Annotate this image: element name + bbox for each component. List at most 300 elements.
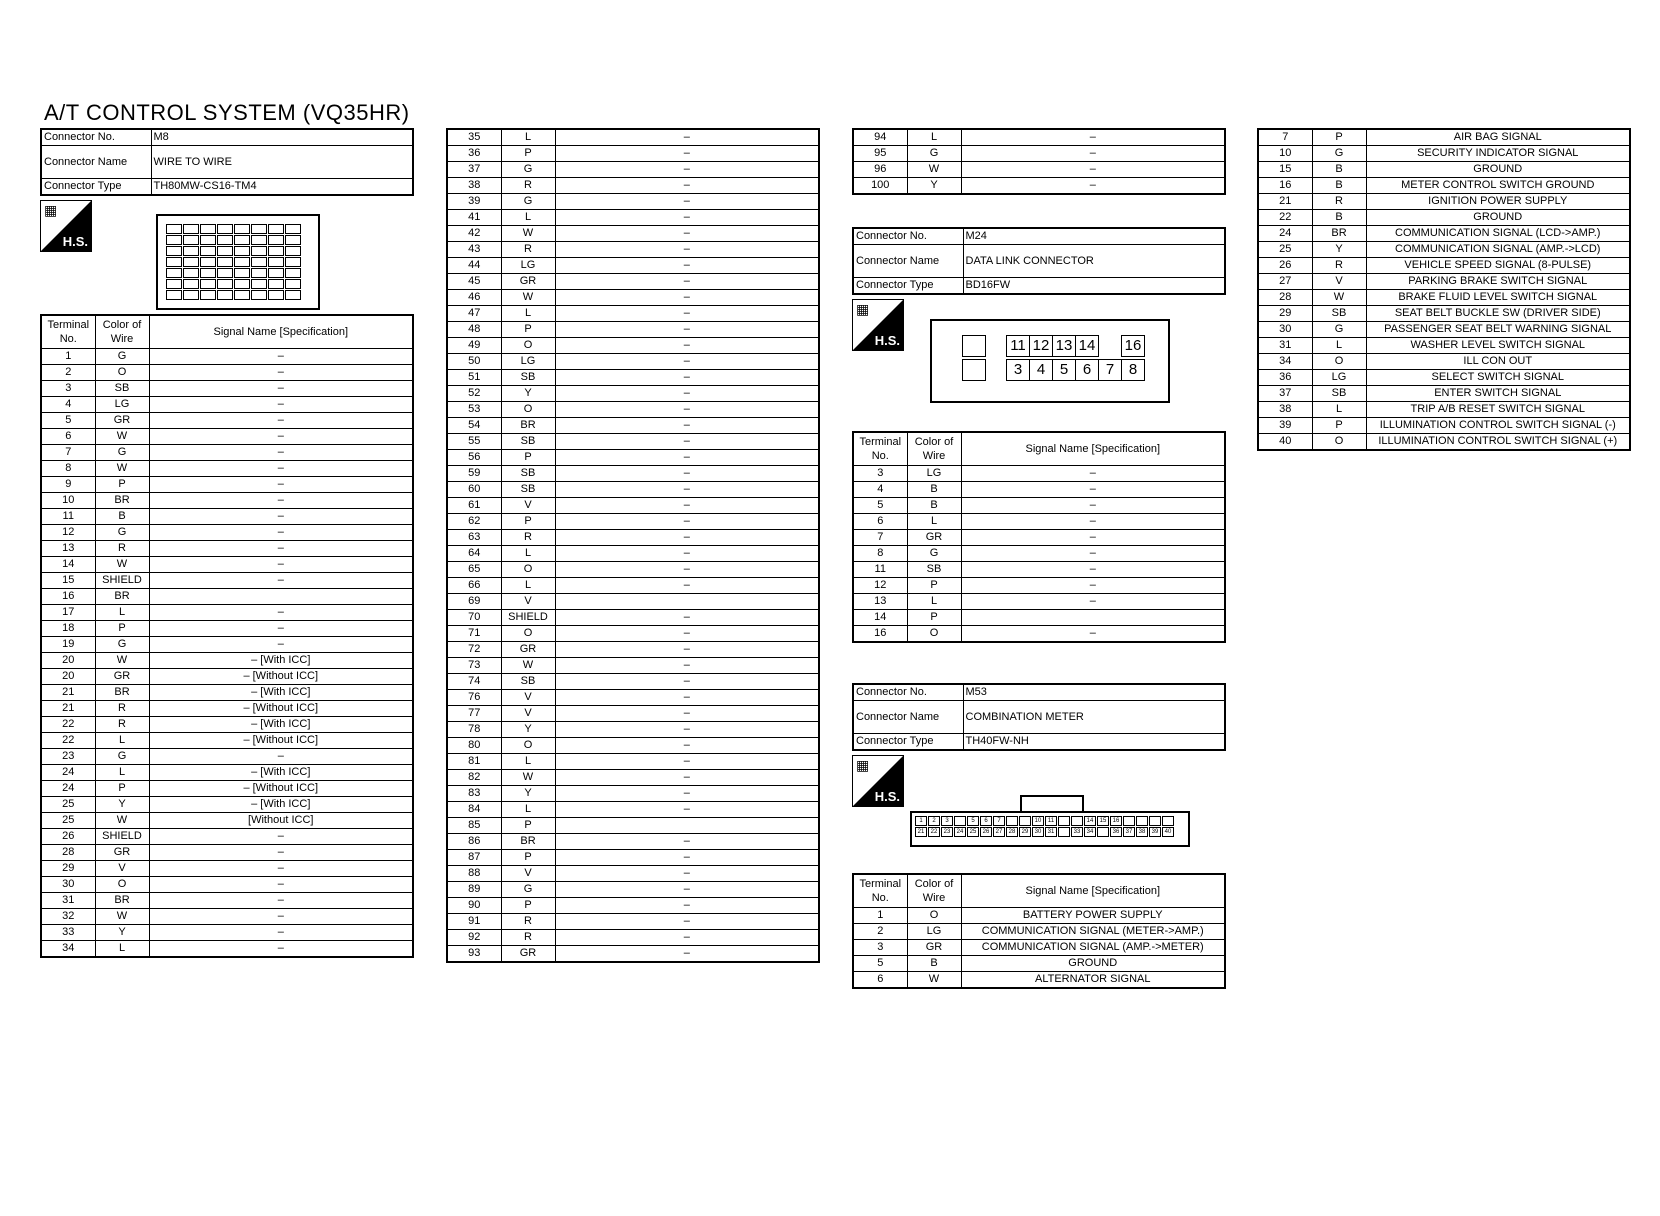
m53-pin (1071, 816, 1083, 826)
signal-name: – (149, 541, 413, 557)
m8-terminal-table (40, 314, 414, 958)
terminal-no: 34 (1258, 354, 1312, 370)
terminal-no: 48 (447, 322, 501, 338)
signal-name: – (555, 802, 819, 818)
signal-name: SEAT BELT BUCKLE SW (DRIVER SIDE) (1366, 306, 1630, 322)
terminal-no: 11 (853, 562, 907, 578)
signal-name: – (555, 930, 819, 946)
terminal-no: 13 (853, 594, 907, 610)
table-row (1258, 290, 1630, 306)
wire-color: BR (95, 685, 149, 701)
m24-pin-empty (962, 335, 986, 357)
table-row (41, 733, 413, 749)
m8-terminal-table-end (852, 128, 1226, 195)
terminal-no: 12 (41, 525, 95, 541)
signal-name: – (149, 573, 413, 589)
signal-name: – (555, 722, 819, 738)
signal-name: – (961, 498, 1225, 514)
wire-color: L (501, 306, 555, 322)
table-row (447, 914, 819, 930)
wire-color: W (501, 770, 555, 786)
table-row (447, 770, 819, 786)
signal-name: – (555, 690, 819, 706)
table-row (41, 941, 413, 958)
table-row (41, 797, 413, 813)
signal-name: – (961, 146, 1225, 162)
m53-pin: 24 (954, 827, 966, 837)
terminal-no: 28 (41, 845, 95, 861)
terminal-no: 26 (41, 829, 95, 845)
signal-name: – (555, 386, 819, 402)
table-row (41, 365, 413, 381)
terminal-no: 5 (853, 498, 907, 514)
terminal-no: 36 (447, 146, 501, 162)
table-row (41, 893, 413, 909)
terminal-no: 3 (41, 381, 95, 397)
wire-color: L (501, 802, 555, 818)
m8-connector-no: M8 (151, 129, 413, 146)
signal-name: – [Without ICC] (149, 701, 413, 717)
table-row (447, 834, 819, 850)
terminal-no: 66 (447, 578, 501, 594)
terminal-no: 64 (447, 546, 501, 562)
signal-name: – (149, 509, 413, 525)
header-color-of-wire: Color of Wire (907, 874, 961, 908)
wire-color: L (907, 594, 961, 610)
table-row (41, 765, 413, 781)
wire-color: SHIELD (95, 573, 149, 589)
terminal-no: 61 (447, 498, 501, 514)
terminal-no: 96 (853, 162, 907, 178)
table-row (1258, 162, 1630, 178)
terminal-no: 10 (1258, 146, 1312, 162)
m24-connector-info (852, 227, 1226, 295)
signal-name: – (149, 397, 413, 413)
wire-color: W (95, 557, 149, 573)
wire-color: P (501, 146, 555, 162)
table-row (447, 482, 819, 498)
signal-name: – (149, 749, 413, 765)
wire-color: L (95, 941, 149, 958)
wire-color: SB (501, 674, 555, 690)
wire-color: W (501, 226, 555, 242)
wire-color: R (501, 242, 555, 258)
terminal-no: 44 (447, 258, 501, 274)
table-row (447, 498, 819, 514)
signal-name: – (149, 845, 413, 861)
table-row (447, 946, 819, 963)
signal-name: – (555, 578, 819, 594)
signal-name: PASSENGER SEAT BELT WARNING SIGNAL (1366, 322, 1630, 338)
terminal-no: 32 (41, 909, 95, 925)
m24-connector-diagram (852, 295, 1226, 431)
table-row (41, 477, 413, 493)
table-row (41, 573, 413, 589)
terminal-no: 1 (41, 349, 95, 365)
terminal-no: 4 (41, 397, 95, 413)
terminal-no: 2 (853, 924, 907, 940)
signal-name: – (555, 418, 819, 434)
wire-color: R (501, 530, 555, 546)
m8-connector-diagram (40, 196, 414, 314)
wire-color: Y (95, 925, 149, 941)
signal-name: – (149, 557, 413, 573)
table-row (1258, 338, 1630, 354)
table-row (447, 514, 819, 530)
terminal-no: 34 (41, 941, 95, 958)
terminal-no: 39 (1258, 418, 1312, 434)
table-row (447, 850, 819, 866)
signal-name: – (961, 162, 1225, 178)
signal-name: GROUND (1366, 210, 1630, 226)
signal-name: – (555, 546, 819, 562)
signal-name: – (149, 365, 413, 381)
terminal-no: 65 (447, 562, 501, 578)
signal-name: – (555, 626, 819, 642)
signal-name: – [With ICC] (149, 797, 413, 813)
m8-connector-name: WIRE TO WIRE (151, 146, 413, 179)
m24-pin: 7 (1098, 359, 1122, 381)
table-row (447, 738, 819, 754)
m53-rows (853, 908, 1225, 989)
terminal-no: 3 (853, 466, 907, 482)
terminal-no: 38 (447, 178, 501, 194)
m53-pin: 31 (1045, 827, 1057, 837)
m24-terminal-table (852, 431, 1226, 643)
terminal-no: 86 (447, 834, 501, 850)
wire-color: P (501, 450, 555, 466)
terminal-no: 16 (853, 626, 907, 643)
terminal-no: 72 (447, 642, 501, 658)
m24-rows (853, 466, 1225, 643)
terminal-no: 4 (853, 482, 907, 498)
wire-color: O (907, 626, 961, 643)
table-row (853, 514, 1225, 530)
terminal-no: 87 (447, 850, 501, 866)
terminal-no: 81 (447, 754, 501, 770)
terminal-no: 27 (1258, 274, 1312, 290)
table-row (447, 562, 819, 578)
signal-name: – (149, 493, 413, 509)
signal-name: IGNITION POWER SUPPLY (1366, 194, 1630, 210)
header-terminal-no: Terminal No. (853, 432, 907, 466)
wire-color: G (501, 194, 555, 210)
m53-pin: 23 (941, 827, 953, 837)
terminal-no: 55 (447, 434, 501, 450)
connector-face-icon: ▦ (44, 202, 58, 218)
header-terminal-no: Terminal No. (853, 874, 907, 908)
signal-name: – (555, 354, 819, 370)
table-row (447, 146, 819, 162)
table-row (41, 509, 413, 525)
terminal-no: 54 (447, 418, 501, 434)
signal-name: – (555, 898, 819, 914)
signal-name: – [With ICC] (149, 685, 413, 701)
signal-name: – (555, 178, 819, 194)
m53-cont-rows (1258, 129, 1630, 450)
wire-color: L (1312, 338, 1366, 354)
wire-color: G (95, 349, 149, 365)
wire-color: V (501, 866, 555, 882)
m53-connector-name: COMBINATION METER (963, 701, 1225, 734)
terminal-no: 82 (447, 770, 501, 786)
wire-color: BR (95, 493, 149, 509)
terminal-no: 22 (41, 717, 95, 733)
terminal-no: 15 (41, 573, 95, 589)
label-connector-no: Connector No. (853, 228, 963, 245)
m53-pin: 6 (980, 816, 992, 826)
wire-color: P (501, 818, 555, 834)
terminal-no: 5 (41, 413, 95, 429)
table-row (41, 429, 413, 445)
wire-color: L (501, 129, 555, 146)
m53-pin: 30 (1032, 827, 1044, 837)
table-row (447, 674, 819, 690)
signal-name: – (961, 129, 1225, 146)
m24-pin: 3 (1006, 359, 1030, 381)
wire-color: V (501, 706, 555, 722)
terminal-no: 6 (41, 429, 95, 445)
column-3 (852, 128, 1226, 989)
wire-color: G (501, 882, 555, 898)
wire-color: G (1312, 322, 1366, 338)
signal-name: VEHICLE SPEED SIGNAL (8-PULSE) (1366, 258, 1630, 274)
wire-color: R (95, 541, 149, 557)
wire-color: W (501, 658, 555, 674)
wire-color: P (95, 477, 149, 493)
terminal-no: 25 (1258, 242, 1312, 258)
wire-color: W (95, 429, 149, 445)
wire-color: W (1312, 290, 1366, 306)
m8-connector-face (156, 214, 320, 310)
table-row (41, 829, 413, 845)
terminal-no: 7 (41, 445, 95, 461)
table-row (853, 626, 1225, 643)
wire-color: V (501, 498, 555, 514)
signal-name: – (555, 274, 819, 290)
wire-color: O (907, 908, 961, 924)
m53-pin: 7 (993, 816, 1005, 826)
terminal-no: 80 (447, 738, 501, 754)
terminal-no: 60 (447, 482, 501, 498)
m53-pin (1123, 816, 1135, 826)
table-row (447, 546, 819, 562)
wire-color: GR (501, 946, 555, 963)
table-row (447, 530, 819, 546)
wire-color: G (95, 445, 149, 461)
terminal-no: 41 (447, 210, 501, 226)
page-title: A/T CONTROL SYSTEM (VQ35HR) (44, 100, 410, 125)
terminal-no: 88 (447, 866, 501, 882)
wire-color: B (1312, 178, 1366, 194)
header-signal-name: Signal Name [Specification] (149, 315, 413, 349)
signal-name: COMMUNICATION SIGNAL (METER->AMP.) (961, 924, 1225, 940)
signal-name: – (555, 514, 819, 530)
signal-name: – (555, 242, 819, 258)
m53-pin: 21 (915, 827, 927, 837)
wire-color: GR (501, 642, 555, 658)
table-row (447, 642, 819, 658)
signal-name: – [With ICC] (149, 765, 413, 781)
signal-name: COMMUNICATION SIGNAL (LCD->AMP.) (1366, 226, 1630, 242)
terminal-no: 7 (1258, 129, 1312, 146)
wire-color: G (907, 546, 961, 562)
signal-name: – (555, 658, 819, 674)
signal-name: – (555, 946, 819, 963)
terminal-no: 1 (853, 908, 907, 924)
wire-color: P (501, 322, 555, 338)
wire-color: LG (501, 258, 555, 274)
wire-color: R (95, 701, 149, 717)
wire-color: GR (95, 669, 149, 685)
m53-pin: 36 (1110, 827, 1122, 837)
m53-pin (1019, 816, 1031, 826)
signal-name: – [With ICC] (149, 717, 413, 733)
m53-pin: 16 (1110, 816, 1122, 826)
table-row (41, 397, 413, 413)
table-row (1258, 306, 1630, 322)
table-row (1258, 226, 1630, 242)
wire-color: SHIELD (95, 829, 149, 845)
table-row (41, 877, 413, 893)
wire-color: P (501, 514, 555, 530)
table-row (447, 210, 819, 226)
table-row (447, 626, 819, 642)
connector-face-icon: ▦ (856, 757, 870, 773)
terminal-no: 17 (41, 605, 95, 621)
wire-color: SB (501, 466, 555, 482)
terminal-no: 85 (447, 818, 501, 834)
table-row (41, 525, 413, 541)
terminal-no: 70 (447, 610, 501, 626)
m53-pin (1058, 827, 1070, 837)
m53-connector-type: TH40FW-NH (963, 734, 1225, 751)
table-row (447, 322, 819, 338)
signal-name: – (149, 909, 413, 925)
wire-color: G (501, 162, 555, 178)
signal-name: – (149, 877, 413, 893)
wire-color: P (501, 898, 555, 914)
table-row (41, 381, 413, 397)
table-row (1258, 370, 1630, 386)
m53-pin: 40 (1162, 827, 1174, 837)
terminal-no: 29 (1258, 306, 1312, 322)
terminal-no: 77 (447, 706, 501, 722)
signal-name: – (555, 786, 819, 802)
signal-name (149, 589, 413, 605)
table-row (41, 701, 413, 717)
signal-name (555, 818, 819, 834)
signal-name: – (149, 941, 413, 958)
table-row (41, 541, 413, 557)
terminal-no: 94 (853, 129, 907, 146)
terminal-no: 10 (41, 493, 95, 509)
wire-color: B (907, 956, 961, 972)
signal-name: – (555, 258, 819, 274)
table-row (41, 621, 413, 637)
signal-name: [Without ICC] (149, 813, 413, 829)
table-row (41, 813, 413, 829)
connector-face-icon: ▦ (856, 301, 870, 317)
signal-name: – (555, 226, 819, 242)
wire-color: W (907, 972, 961, 989)
table-row (853, 972, 1225, 989)
terminal-no: 6 (853, 514, 907, 530)
terminal-no: 50 (447, 354, 501, 370)
wire-color: L (907, 514, 961, 530)
m53-connector-no: M53 (963, 684, 1225, 701)
terminal-no: 51 (447, 370, 501, 386)
signal-name: – (555, 770, 819, 786)
table-row (447, 658, 819, 674)
wire-color: P (95, 781, 149, 797)
table-row (447, 690, 819, 706)
wire-color: SB (501, 434, 555, 450)
m8-connector-type: TH80MW-CS16-TM4 (151, 179, 413, 196)
signal-name: – (149, 829, 413, 845)
terminal-no: 47 (447, 306, 501, 322)
m53-pin: 34 (1084, 827, 1096, 837)
wire-color: R (501, 178, 555, 194)
wire-color: L (501, 578, 555, 594)
hs-icon (852, 299, 904, 351)
wire-color: L (95, 605, 149, 621)
table-row (41, 413, 413, 429)
signal-name: – (555, 322, 819, 338)
wire-color: B (95, 509, 149, 525)
wire-color: SB (95, 381, 149, 397)
signal-name: – (149, 381, 413, 397)
terminal-no: 53 (447, 402, 501, 418)
table-row (1258, 210, 1630, 226)
table-row (41, 845, 413, 861)
m8-cont-rows (447, 129, 819, 962)
terminal-no: 83 (447, 786, 501, 802)
signal-name: GROUND (1366, 162, 1630, 178)
hs-icon (40, 200, 92, 252)
terminal-no: 74 (447, 674, 501, 690)
terminal-no: 6 (853, 972, 907, 989)
m53-pin: 14 (1084, 816, 1096, 826)
m53-pin: 11 (1045, 816, 1057, 826)
table-row (447, 754, 819, 770)
wire-color: O (1312, 434, 1366, 451)
table-row (447, 178, 819, 194)
terminal-no: 22 (41, 733, 95, 749)
signal-name: – (149, 525, 413, 541)
signal-name: PARKING BRAKE SWITCH SIGNAL (1366, 274, 1630, 290)
header-terminal-no: Terminal No. (41, 315, 95, 349)
table-row (853, 546, 1225, 562)
terminal-no: 40 (1258, 434, 1312, 451)
wire-color: Y (1312, 242, 1366, 258)
signal-name: – (555, 482, 819, 498)
table-row (1258, 146, 1630, 162)
signal-name: – (149, 413, 413, 429)
wire-color: G (95, 637, 149, 653)
wire-color: SB (1312, 306, 1366, 322)
wire-color: SB (1312, 386, 1366, 402)
terminal-no: 35 (447, 129, 501, 146)
table-row (1258, 418, 1630, 434)
m53-pin: 38 (1136, 827, 1148, 837)
terminal-no: 49 (447, 338, 501, 354)
wire-color: R (1312, 194, 1366, 210)
terminal-no: 76 (447, 690, 501, 706)
table-row (853, 908, 1225, 924)
wire-color: GR (907, 940, 961, 956)
table-row (1258, 129, 1630, 146)
